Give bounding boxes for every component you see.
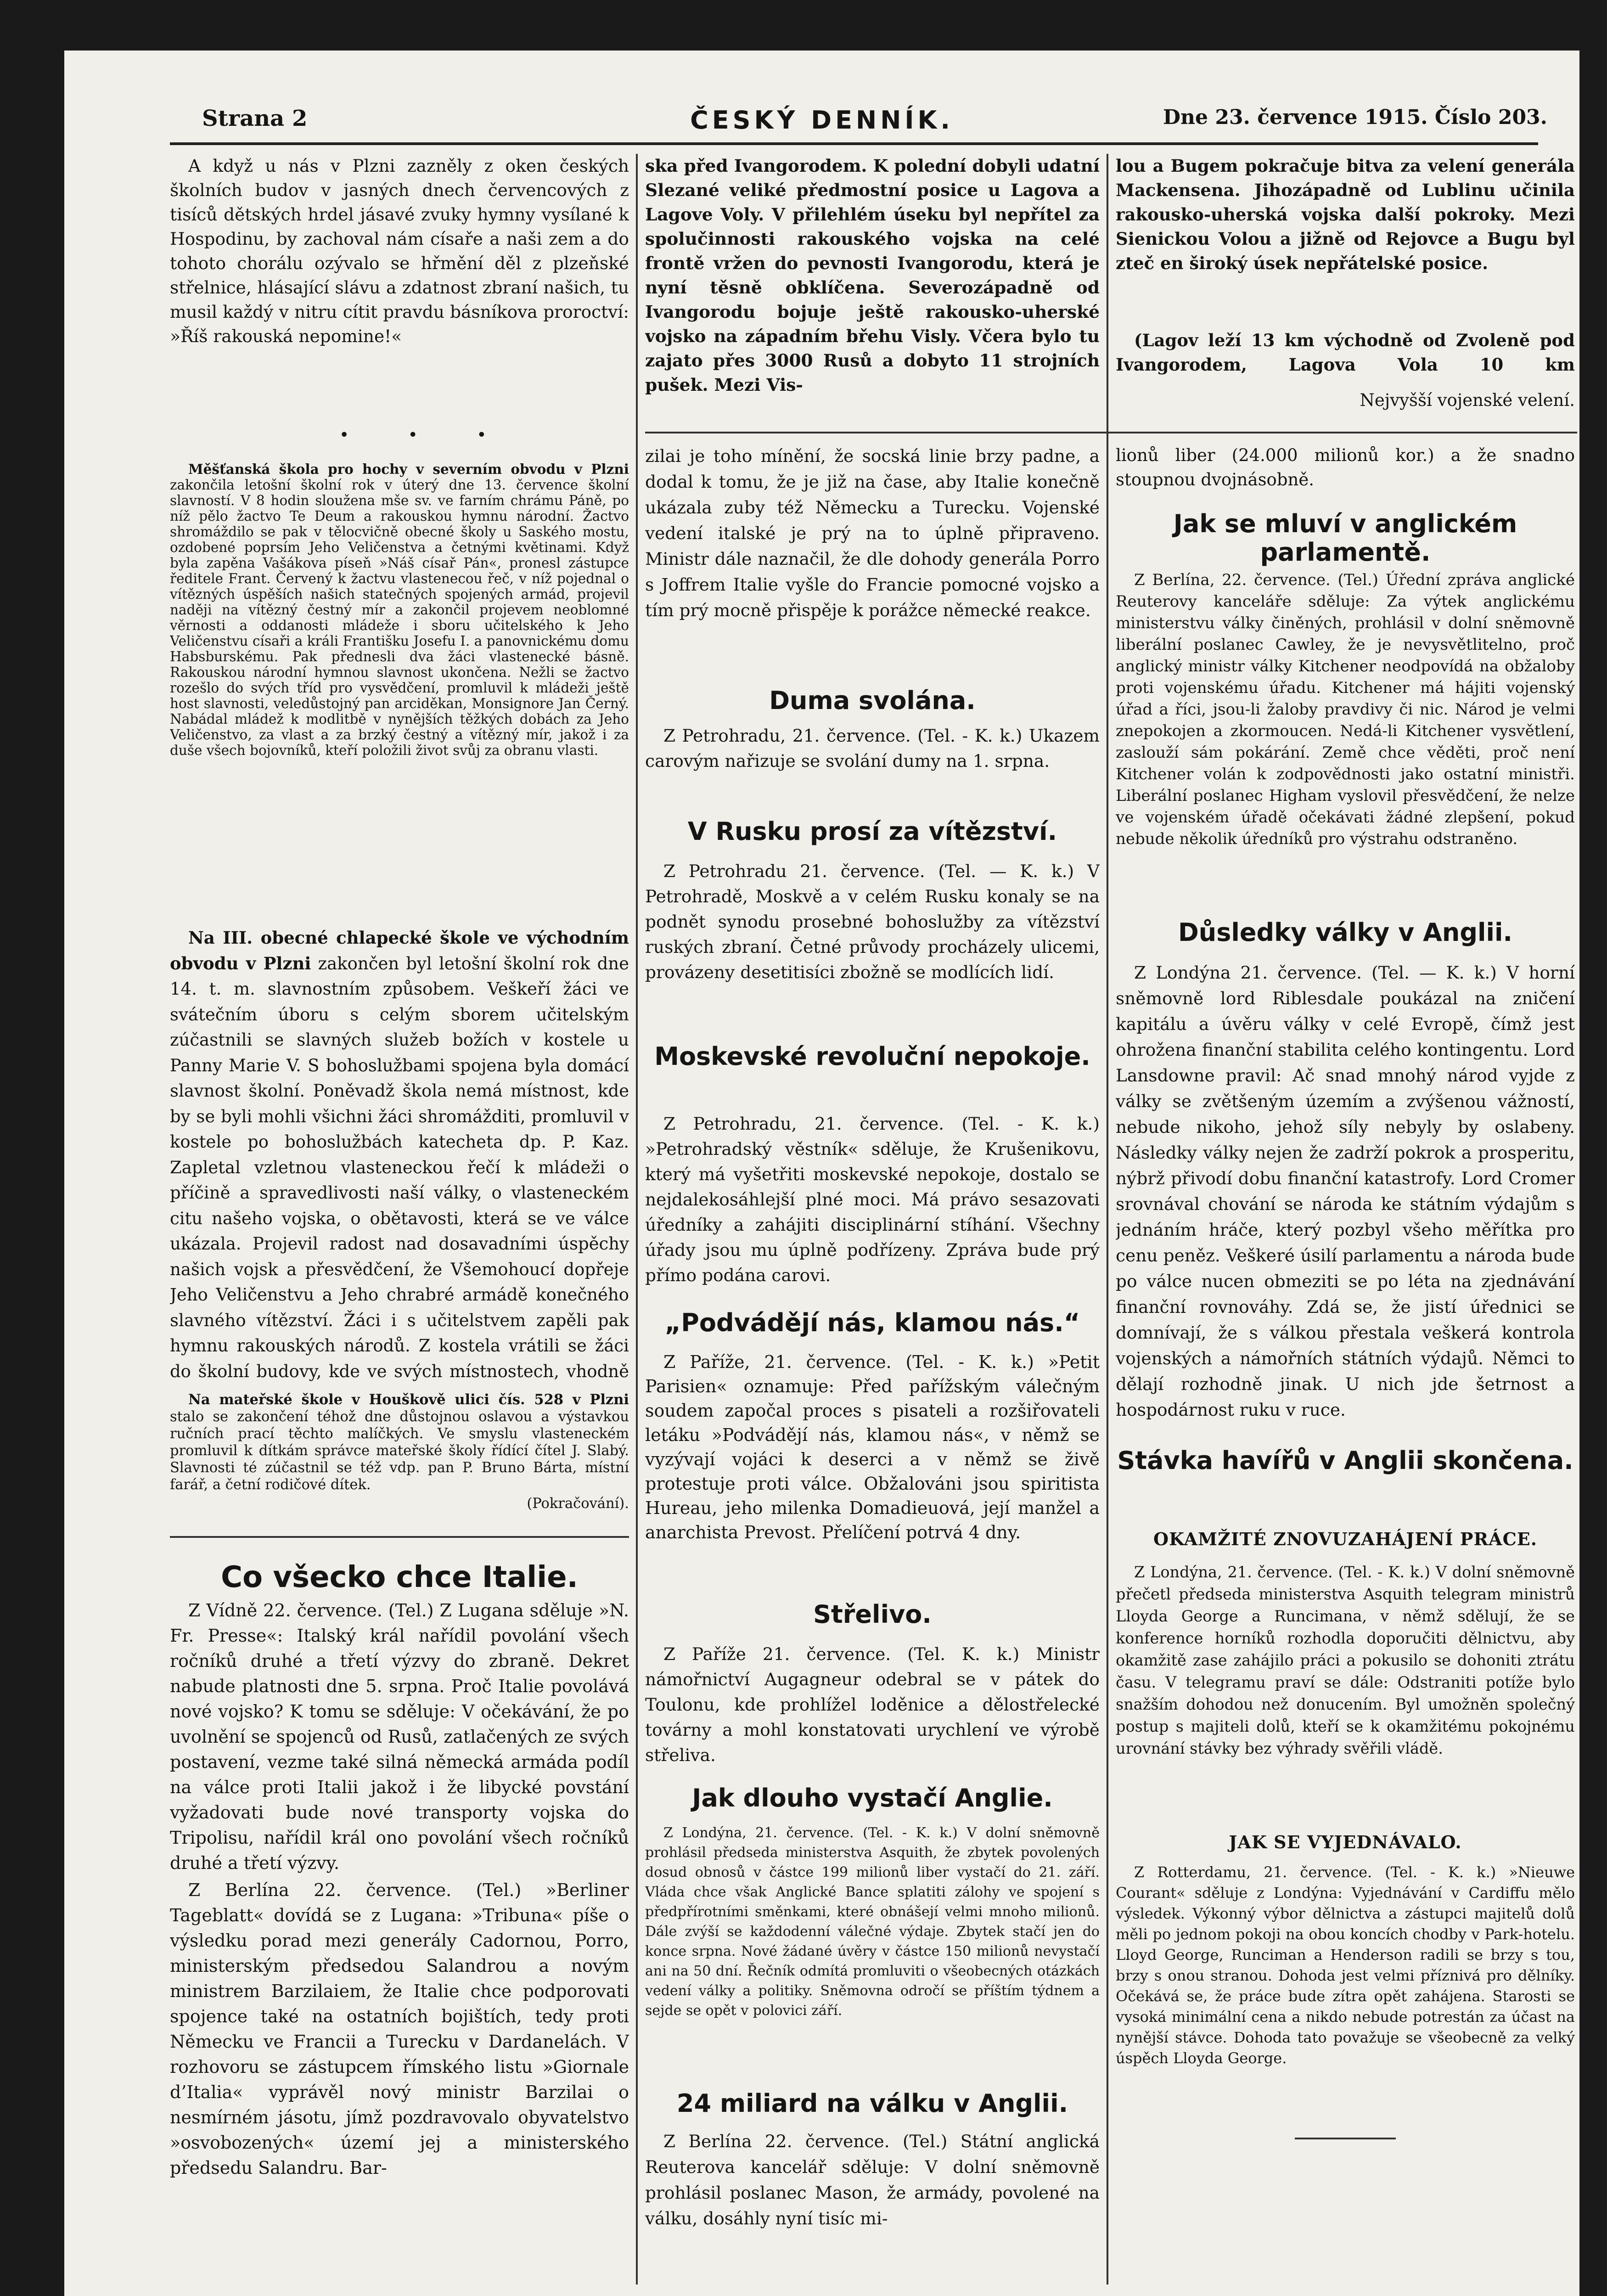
article-vyjednavalo: [1116, 1862, 1575, 2138]
report-rule: [645, 432, 1577, 433]
paragraph: zilai je toho mínění, že socská linie brzy padne, a dodal k tomu, že je již na čase, aby Italie konečně ukázala zuby též Německu a Turecku. Vojenské vedení italské je prý na to úplně připraveno. Ministr dále naznačil, že dle dohody generála Porro s Joffrem Italie vyšle do Francie pomocné vojsko a tím prý mocně přispěje k porážce německé reakce.: [645, 446, 1100, 620]
page-header: [64, 106, 1579, 147]
subheading-znovuzahajeni: OKAMŽITÉ ZNOVUZAHÁJENÍ PRÁCE.: [1153, 1529, 1538, 1549]
paragraph: lou a Bugem pokračuje bitva za velení generála Mackensena. Jihozápadně od Lublinu učinila rakousko-uherská vojska další pokroky. Mezi Sienickou Volou a jižně od Rejovce a Bugu byl zteč en široký úsek nepřátelské posice.: [1116, 156, 1575, 273]
subheading-vyjednavalo: JAK SE VYJEDNÁVALO.: [1229, 1832, 1462, 1852]
article-parlament: [1116, 569, 1575, 923]
header-rule: [170, 142, 1538, 145]
issue-date: Dne 23. července 1915. Číslo 203.: [1163, 106, 1547, 129]
headline-podvadeji: „Podvádějí nás, klamou nás.“: [664, 1308, 1080, 1337]
paragraph: A když u nás v Plzni zazněly z oken českých školních budov v jasných dnech červencových z tisíců dětských hrdel jásavé zvuky hymny vysílané k Hospodinu, by zachoval nám císaře a naši zem a do tohoto chorálu ozývalo se hřmění děl z plzeňské střelnice, hlásající slávu a zdatnost zbraní našich, tu musil každý v nitru cítit pravdu básníkova proroctví: »Říš rakouská nepomine!«: [170, 156, 629, 346]
paragraph: Z Rotterdamu, 21. července. (Tel. - K. k.) »Nieuwe Courant« sděluje z Londýna: Vyjednávání v Cardiffu mělo výsledek. Výkonný výbor dělnictva a zástupci majitelů dolů měli po jednom pokoji na obou koncích chodby v Park-hotelu. Lloyd George, Runciman a Henderson radili se brzy s tou, brzy s onou stranou. Dohoda jest velmi příznivá pro dělníky. Očekává se, že práce bude zítra opět zahájena. Starosti se vysoká minimální cena a nikdo nebude potrestán za účast na nynější stávce. Dohoda tato považuje se všeobecně za velký úspěch Lloyda George.: [1116, 1863, 1575, 2067]
paragraph: Z Berlína, 22. července. (Tel.) Úřední zpráva anglické Reuterovy kanceláře sděluje: Za výtek anglickému ministerstvu války činěných, prohlásil v dolní sněmovně liberální poslanec Cawley, že je nevysvětlitelno, proč anglický ministr války Kitchener neodpovídá na obžaloby proti vojenskému úřadu. Kitchener má hájiti vojenský úřad a říci, jsou-li žaloby pravdivy či nic. Národ je velmi znepokojen a zkormoucen. Nedá-li Kitchener vysvětlení, zaslouží sám pokárání. Země chce věděti, proč není Kitchener volán k zodpovědnosti jako ostatní ministři. Liberální poslanec Higham vyslovil přesvědčení, že nelze ve vojenském úřadě očekávati žádné zlepšení, pokud nebude několik úředníků pro výstrahu odstraněno.: [1116, 571, 1575, 848]
headline-strelivo: Střelivo.: [813, 1600, 932, 1629]
section-separator-dots: • • •: [340, 427, 514, 443]
article-plzen-intro: [170, 154, 629, 425]
article-materska-skola: [170, 1391, 629, 1531]
paragraph-lead: Na mateřské škole v Houškově ulici čís. 528 v Plzni: [188, 1391, 629, 1408]
article-ivangorod-continued: [645, 154, 1100, 425]
headline-duma: Duma svolána.: [769, 686, 976, 715]
article-mackensen-continued: [1116, 154, 1575, 328]
headline-rusko: V Rusku prosí za vítězství.: [687, 817, 1057, 846]
headline-italie: Co všecko chce Italie.: [221, 1560, 578, 1594]
article-rusko: [645, 859, 1100, 1019]
paragraph: Z Berlína 22. července. (Tel.) »Berliner Tageblatt« dovídá se z Lugana: »Tribuna« píše o výsledku porad mezi generály Cadornou, Porro, ministerským předsedou Salandrou a novým ministrem Barzilaiem, že Italie chce podporovati spojence také na ostatních bojištích, tedy proti Německu ve Francii a Turecku v Dardanelách. V rozhovoru se zástupcem římského listu »Giornale d’Italia« vyprávěl nový ministr Barzilai o nesmírném jásotu, jímž pozdravovalo obyvatelstvo »osvobozených« území jej a ministerského předsedu Salandru. Bar-: [170, 1880, 629, 2178]
headline-dusledky: Důsledky války v Anglii.: [1178, 918, 1513, 947]
paragraph: Z Londýna, 21. července. (Tel. - K. k.) V dolní sněmovně přečetl předseda ministerstva Asquith telegram ministrů Lloyda George a Runcimana, v němž sdělují, že se konference horníků rozhodla doporučiti dělnictvu, aby okamžitě zase zahájilo práci a pokusilo se dohoniti ztrátu času. V telegramu praví se dále: Odstraniti potíže bylo snažším dohodou než donucením. Byl umožněn společný postup s majiteli dolů, kteří se k okamžitému pokojnému urovnání stávky bez výhrady svěřili vládě.: [1116, 1563, 1575, 1757]
article-duma: [645, 723, 1100, 810]
paragraph: Z Vídně 22. července. (Tel.) Z Lugana sděluje »N. Fr. Presse«: Italský král nařídil povolání všech ročníků druhé a třetí výzvy do zbraně. Dekret nabude platnosti dne 5. srpna. Proč Italie povolává nové vojsko? K tomu se sděluje: V očekávání, že po uvolnění se spojenců od Rusů, zatlačených ze svých postavení, vezme také silná německá armáda podíl na válce proti Italii jakož i že libycké povstání vyžadovati bude nové transporty vojska do Tripolisu, nařídil král ono povolání všech ročníků druhé a třetí výzvy.: [170, 1600, 629, 1873]
column-rule-2: [1107, 154, 1108, 2285]
paragraph: Z Londýna 21. července. (Tel. — K. k.) V horní sněmovně lord Riblesdale poukázal na zničení kapitálu a úvěru války v celé Evropě, čímž jest ohrožena finanční stabilita celého kontingentu. Lord Lansdowne pravil: Ač snad mnohý národ vyjde z války se zvětšeným územím a zvýšenou vážností, nebude nikoho, jehož síly nebyly by oslabeny. Následky války nejen že zadrží pokrok a prosperitu, nýbrž přivodí dobu finanční katastrofy. Lord Cromer srovnával chování se národa ke státním výdajům s jednáním hráče, který pozbyl všeho měřítka pro cenu peněz. Veškeré úsilí parlamentu a národa bude po válce nucen obmeziti se po léta na zjednávání finanční rovnováhy. Zdá se, že jistí úřednici se domnívají, že s válkou přestala veškerá kontrola vojenských a námořních státních výdajů. Němci to dělají rozhodně jinak. U nich jde šetrnost a hospodárnost ruku v ruce.: [1116, 962, 1575, 1420]
article-italie: [170, 1598, 629, 2291]
article-dusledky: [1116, 960, 1575, 1442]
paragraph: (Lagov leží 13 km východně od Zvoleně pod Ivangorodem, Lagova Vola 10 km: [1116, 330, 1575, 375]
page-number: Strana 2: [202, 106, 308, 131]
paragraph-lead: Měšťanská škola pro hochy v severním obvodu v Plzni: [188, 461, 629, 477]
paragraph: Z Petrohradu, 21. července. (Tel. - K. k.) Ukazem carovým nařizuje se svolání dumy na 1. srpna.: [645, 726, 1100, 771]
paragraph: Z Petrohradu 21. července. (Tel. — K. k.) V Petrohradě, Moskvě a v celém Rusku konaly se na podnět synodu prosebné bohoslužby za vítězství ruských zbraní. Četné průvody procházely ulicemi, provázeny desetitisíci zbožně se modlících lidí.: [645, 861, 1100, 982]
headline-vystaci-anglie: Jak dlouho vystačí Anglie.: [692, 1784, 1053, 1812]
paragraph: zakončen byl letošní školní rok dne 14. t. m. slavnostním způsobem. Veškeří žáci ve svátečním úboru s celým sborem učitelským zúčastnili se slavných služeb božích v kostele u Panny Marie V. S bohoslužbami spojena byla domácí slavnost školní. Poněvadž škola nemá místnost, kde by se byli mohli všichni žáci shromážditi, promluvil v kostele po bohoslužbách katecheta dp. P. Kaz. Zapletal vzletnou vlasteneckou řečí k mládeži o příčině a spravedlivosti naší války, o vlasteneckém citu našeho vojska, o obětavosti, která se ve válce ukázala. Projevil radost nad dosavadními úspěchy našich vojsk a přesvědčení, že Všemohoucí dopřeje Jeho Veličenstvu a Jeho chrabré armádě konečného slavného vítězství. Žáci i s učitelstvem zapěli pak hymnu rakouských národů. Z kostela vrátili se žáci do školní budovy, kde ve svých místnostech, vhodně: [170, 953, 629, 1381]
newspaper-page: [64, 51, 1579, 2296]
article-moskva: [645, 1111, 1100, 1295]
paragraph: lionů liber (24.000 milionů kor.) a že snadno stoupnou dvojnásobně.: [1116, 445, 1575, 490]
article-italie-continued: [645, 443, 1100, 675]
paragraph: ska před Ivangorodem. K polední dobyli udatní Slezané veliké předmostní posice u Lagova a Lagove Voly. V přilehlém úseku byl nepřítel za spolučinnosti rakouského vojska na celé frontě vržen do pevnosti Ivangorodu, která je nyní těsně obklíčena. Severozápadně od Ivangorodu bojuje ještě rakousko-uherské vojsko na západním břehu Visly. Včera bylo tu zajato přes 3000 Rusů a dobyto 11 strojních pušek. Mezi Vis-: [645, 156, 1100, 395]
paragraph: Z Berlína 22. července. (Tel.) Státní anglická Reuterova kancelář sděluje: V dolní sněmovně prohlásil poslanec Mason, že armády, povolené na válku, dosáhly nyní tisíc mi-: [645, 2131, 1100, 2228]
article-obecna-skola: [170, 925, 629, 1384]
article-vystaci-anglie: [645, 1823, 1100, 2085]
article-24-miliard: [645, 2128, 1100, 2289]
column-rule-1: [636, 154, 638, 2285]
continued-note: (Pokračování).: [527, 1496, 629, 1512]
paragraph: Z Petrohradu, 21. července. (Tel. - K. k.) »Petrohradský věstník« sděluje, že Krušenikovu, který má vyšetřiti moskevské nepokoje, dostalo se nejdalekosáhlejší plné moci. Má právo sesazovati úředníky a zahájiti disciplinární stíhání. Všechny úřady jsou mu úplně podřízeny. Zpráva bude prý přímo podána carovi.: [645, 1114, 1100, 1285]
report-signature: [1116, 388, 1575, 416]
note-lagov: [1116, 328, 1575, 379]
article-mestanska-skola: [170, 461, 629, 925]
headline-parlament: Jak se mluví v anglickém parlamentě.: [1173, 509, 1517, 567]
headline-stavka: Stávka havířů v Anglii skončena.: [1117, 1446, 1573, 1475]
headline-24-miliard: 24 miliard na válku v Anglii.: [676, 2089, 1068, 2118]
paragraph: Z Paříže, 21. července. (Tel. - K. k.) »Petit Parisien« oznamuje: Před pařížským válečným soudem započal proces s pisateli a rozšiřovateli letáku »Podvádějí nás, klamou nás«, v němž se vyzývají vojáci k deserci a v němž se živě protestuje proti válce. Obžalováni jsou spiritista Hureau, jeho milenka Domadieuová, její manžel a anarchista Prevost. Přelíčení potrvá 4 dny.: [645, 1352, 1100, 1542]
article-24-miliard-continued: [1116, 443, 1575, 503]
paragraph: Z Paříže 21. července. (Tel. K. k.) Ministr námořnictví Augagneur odebral se v pátek do Toulonu, kde prohlížel loděnice a dělostřelecké továrny a mohl konstatovati urychlení ve výrobě střeliva.: [645, 1644, 1100, 1765]
article-strelivo: [645, 1642, 1100, 1775]
end-rule: [1295, 2138, 1396, 2139]
paragraph: stalo se zakončení téhož dne důstojnou oslavou a výstavkou ručních prací těchto malíčkých. Ve smyslu vlasteneckém promluvil k dítkám správce mateřské školy řídící čítel J. Slabý. Slavnosti té zúčastnil se též vdp. pan P. Bruno Bárta, místní farář, a četní rodičové dítek.: [170, 1409, 629, 1493]
signature-line: Nejvyšší vojenské velení.: [1360, 390, 1575, 410]
article-rule: [170, 1536, 629, 1538]
paragraph: Z Londýna, 21. července. (Tel. - K. k.) V dolní sněmovně prohlásil předseda ministerstva Asquith, že zbytek povolených dosud obnosů v částce 199 milionů liber vystačí do 21. září. Vláda chce však Anglické Bance splatiti zálohy ve spojení s předpřírotními směnkami, které obnášejí velmi mnoho milionů. Dále zvýší se každodenní válečné výdaje. Zbytek stačí jen do konce srpna. Nové žádané úvěry v částce 150 milionů nevystačí ani na 50 dní. Řečník odmítá promluviti o všeobecných otázkách vedení války a politiky. Sněmovna odročí se příštím týdnem a sejde se opět v polovici září.: [645, 1825, 1100, 2019]
article-stavka: [1116, 1561, 1575, 1823]
headline-moskva: Moskevské revoluční nepokoje.: [654, 1042, 1090, 1071]
paragraph-lead: Na III. obecné chlapecké škole ve východním obvodu v Plzni: [170, 928, 629, 974]
paragraph: zakončila letošní školní rok v úterý dne 13. července školní slavností. V 8 hodin sloužena mše sv. ve farním chrámu Páně, po níž pělo žactvo Te Deum a rakouskou hymnu národní. Žactvo shromáždilo se pak v tělocvičně obecné školy u Saského mostu, ozdobené poprsím Jeho Veličenstva a četnými květinami. Když byla zapěna Vašákova píseň »Náš císař Pán«, pronesl zástupce ředitele Frant. Červený k žactvu vlastenecou řeč, v níž pojednal o vítězných úspěších našich statečných spojených armád, projevil naději na vítězný čestný mír a zakončil projevem neoblomné věrnosti a oddanosti mládeže i sboru učitelského k Jeho Veličenstvu císaři a králi Františku Josefu I. a panovnickému domu Habsburskému. Pak přednesli dva žáci vlastenecké básně. Rakouskou národní hymnou slavnost ukončena. Nežli se žactvo rozešlo do svých tříd pro vysvědčení, promluvil k mládeži ještě host slavnosti, veledůstojný pan arciděkan, Monsignore Jan Černý. Nabádal mládež k modlitbě v nynějších těžkých dobách za Jeho Veličenstvo, za vlast a za brzký čestný a vítězný mír, jakož i za duše všech bojovníků, kteří položili život svůj za obranu vlasti.: [170, 477, 629, 758]
article-podvadeji: [645, 1350, 1100, 1598]
masthead: ČESKÝ DENNÍK.: [690, 106, 954, 135]
